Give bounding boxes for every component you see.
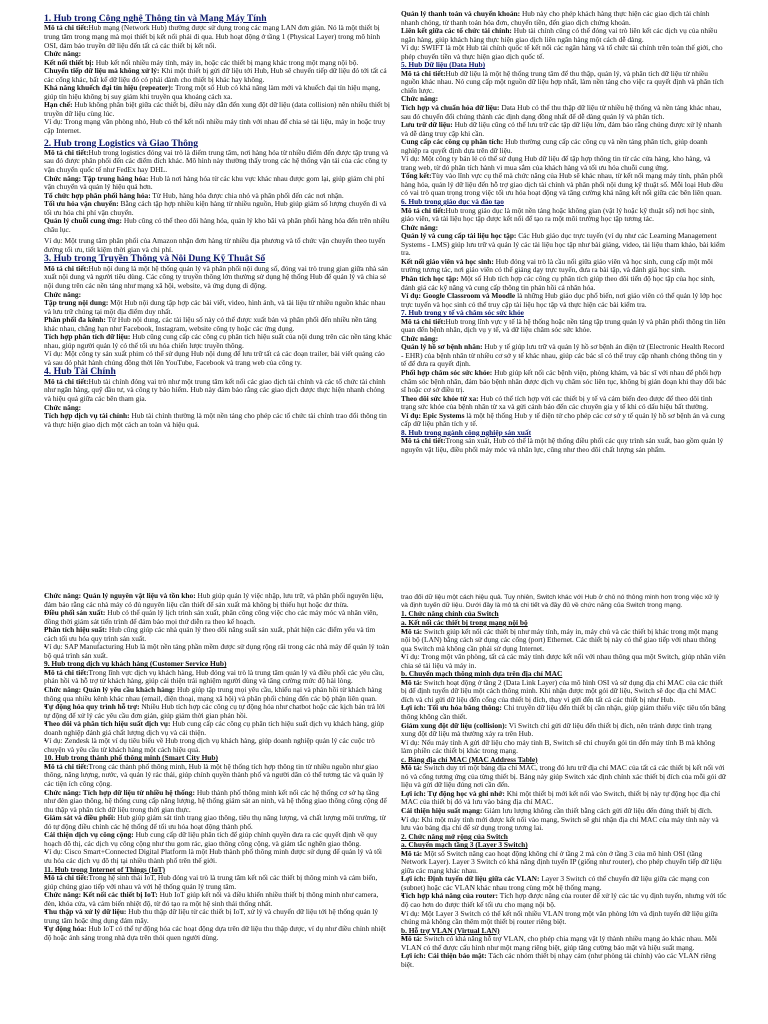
paragraph: Lưu trữ dữ liệu: Hub dữ liệu cũng có thể lưu trữ các tập dữ liệu lớn, đảm bảo rằng chúng được xử lý nhanh và dễ dàng truy cập khi cần. [401,120,722,138]
bullet-item: • Ví dụ: Cisco Smart+Connected Digital Platform là một Hub thành phố thông minh được sử dụng để quản lý và tối ưu hóa các dịch vụ đô thị tại nhiều thành phố trên thế giới. [44,848,390,865]
bullet-item: • Mô tả chi tiết:Trong các thành phố thông minh, Hub là một hệ thống tích hợp thông tin từ nhiều nguồn như giao thông, năng lượng, nước, và quản lý rác thải, giúp chính quyền thành phố và người dân có thể tương tác và quản lý các tiện ích công cộng. [44,763,390,789]
paragraph: Chuyển tiếp dữ liệu mà không xử lý: Khi một thiết bị gửi dữ liệu tới Hub, Hub sẽ chuyển tiếp dữ liệu đó tới tất cả các cổng khác, bất kể dữ liệu đó có phải dành cho thiết bị khác hay không. [44,66,387,84]
example-paragraph: Ví dụ: Google Classroom và Moodle là những Hub giáo dục phổ biến, nơi giáo viên có thể quản lý lớp học trực tuyến và học sinh có thể truy cập tài liệu học tập và thực hiện các bài kiểm tra. [401,291,723,309]
paragraph: Mô tả chi tiết:Hub mạng (Network Hub) thường được sử dụng trong các mạng LAN đơn giản. Nó là một thiết bị trung tâm trong mạng mà mọi thiết bị kết nối phải đi qua. Hub hoạt động ở tầng 1 (Physical Layer) trong mô hình OSI, đảm bảo truyền dữ liệu đến tất cả các thiết bị kết nối. [44,23,381,50]
section-heading-5: 5. Hub Dữ liệu (Data Hub) [401,60,486,70]
paragraph: Quản lý thanh toán và chuyển khoản: Hub này cho phép khách hàng thực hiện các giao dịch tài chính nhanh chóng, từ thanh toán hóa đơn, chuyển tiền, đến giao dịch chứng khoán. [401,10,710,27]
paragraph: Phối hợp chăm sóc sức khỏe: Hub giúp kết nối các bệnh viện, phòng khám, và bác sĩ với nhau để phối hợp chăm sóc bệnh nhân, đảm bảo bệnh nhân được dịch vụ chăm sóc liên tục, không bị gián đoạn khi thay đổi bác sĩ hoặc cơ sở điều trị. [401,367,727,395]
section-heading-6: 6. Hub trong giáo dục và đào tạo [401,197,504,207]
bullet-item: • Tự động hóa: Hub IoT có thể tự động hóa các hoạt động dựa trên dữ liệu thu thập được, ví dụ như điều chỉnh nhiệt độ hoặc ánh sáng trong nhà dựa trên thói quen người dùng. [44,925,390,942]
paragraph: Liên kết giữa các tổ chức tài chính: Hub tài chính cũng có thể đóng vai trò liên kết các dịch vụ của nhiều ngân hàng, giúp khách hàng thực hiện giao dịch liên ngân hàng một cách dễ dàng. [401,26,718,44]
function-label: Chức năng: [401,333,439,343]
bullet-item: • Phân tích hiệu suất: Hub cũng giúp các nhà quản lý theo dõi năng suất sản xuất, phát hiện các điểm yếu và tìm cách tối ưu hóa quy trình sản xuất. [44,626,390,643]
section-heading-11: 11. Hub trong Internet of Things (IoT) [44,864,166,874]
example-paragraph: Ví dụ: Một trung tâm phân phối của Amazon nhận đơn hàng từ nhiều địa phương và tổ chức vận chuyển theo tuyến đường tối ưu, tiết kiệm thời gian và chi phí. [44,236,386,254]
bullet-item: • Giám sát và điều phối: Hub giúp giám sát tình trạng giao thông, tiêu thụ năng lượng, và chất lượng môi trường, từ đó tự động điều chỉnh các hệ thống để tối ưu hóa hoạt động thành phố. [44,814,390,831]
document-page-1 [0,0,768,496]
subsection-heading: a. Chuyển mạch tầng 3 (Layer 3 Switch) [401,840,528,850]
bullet-item: • Lợi ích: Tự động học và ghi nhớ: Khi một thiết bị mới kết nối vào Switch, thiết bị này tự động học địa chỉ MAC của thiết bị đó và lưu vào bảng địa chỉ MAC. [401,790,727,807]
paragraph: Hạn chế: Hub không phân biệt giữa các thiết bị, điều này dẫn đến xung đột dữ liệu (data collision) nên nhiều thiết bị truyền dữ liệu cùng lúc. [44,100,390,118]
bullet-item: • Lợi ích: Cải thiện bảo mật: Tách các nhóm thiết bị nhạy cảm (như phòng tài chính) vào các VLAN riêng biệt. [401,952,727,969]
bullet-item: • Mô tả chi tiết:Trong hệ sinh thái IoT, Hub đóng vai trò là trung tâm kết nối các thiết bị thông minh và cảm biến, giúp chúng giao tiếp với nhau và với hệ thống quản lý trung tâm. [44,874,390,891]
paragraph: Mô tả chi tiết:Hub trong lĩnh vực y tế là hệ thống hoặc nền tảng tập trung quản lý và phân phối thông tin liên quan đến bệnh nhân, dịch vụ y tế, và dữ liệu chăm sóc sức khỏe. [401,316,726,335]
function-label: Chức năng: [44,289,82,299]
paragraph: Kết nối thiết bị: Hub kết nối nhiều máy tính, máy in, hoặc các thiết bị mạng khác trong một mạng nội bộ. [44,57,359,67]
bullet-item: • Ví dụ: Trong một văn phòng, tất cả các máy tính được kết nối với nhau thông qua một Switch, giúp nhân viên chia sẻ tài liệu và máy in. [401,653,727,670]
example-paragraph: Ví dụ: Một công ty sản xuất phim có thể sử dụng Hub nội dung để lưu trữ tất cả các đoạn trailer, bài viết quảng cáo và sau đó phát hành chúng đồng thời lên YouTube, Facebook và trang web của công ty. [44,349,385,367]
section-heading-switch-1: 1. Chức năng chính của Switch [401,609,499,619]
example-paragraph: Ví dụ: Một công ty bán lẻ có thể sử dụng Hub dữ liệu để tập hợp thông tin từ các cửa hàng, kho hàng, và trang web, từ đó phân tích hành vi mua sắm của khách hàng và tối ưu hóa chuỗi cung ứng. [401,154,711,172]
paragraph: Phân tích học tập: Một số Hub tích hợp các công cụ phân tích giúp theo dõi tiến độ học tập của học sinh, đánh giá các kỹ năng và cung cấp thông tin phản hồi cá nhân hóa. [401,273,715,292]
bullet-item: • Thu thập và xử lý dữ liệu: Hub thu thập dữ liệu từ các thiết bị IoT, xử lý và chuyển dữ liệu tới hệ thống quản lý trung tâm hoặc ứng dụng đám mây. [44,908,390,925]
paragraph: Tích hợp và chuẩn hóa dữ liệu: Data Hub có thể thu thập dữ liệu từ nhiều hệ thống và nền tảng khác nhau, sau đó chuyển đổi chúng thành các định dạng đồng nhất để dễ dàng quản lý và phân tích. [401,103,722,121]
section-heading-switch-2: 2. Chức năng mở rộng của Switch [401,831,508,841]
paragraph: Tổng kết:Tùy vào lĩnh vực cụ thể mà chức năng của Hub sẽ khác nhau, từ kết nối mạng máy tính, phân phối hàng hóa, quản lý dữ liệu đến hỗ trợ giao dịch tài chính và phân phối nội dung kỹ thuật số. Mỗi loại Hub đều có vai trò quan trọng trong việc tối ưu hóa hoạt động và tăng cường khả năng kết nối giữa các bên liên quan. [401,171,723,198]
paragraph: Mô tả chi tiết:Hub trong logistics đóng vai trò là điểm trung tâm, nơi hàng hóa từ nhiều điểm đến được tập trung và sau đó được phân phối đến các điểm đích khác. Mô hình này thường thấy trong các hệ thống vận tải của các công ty vận chuyển quốc tế như FedEx hay DHL. [44,147,389,175]
bullet-item: • Chức năng: Quản lý nguyên vật liệu và tồn kho: Hub giúp quản lý việc nhập, lưu trữ, và phân phối nguyên liệu, đảm bảo rằng các nhà máy có đủ nguyên liệu cần thiết để sản xuất mà không bị thiếu hụt hoặc dư thừa. [44,592,390,609]
bullet-item: • Chức năng: Quản lý yêu cầu khách hàng: Hub giúp tập trung mọi yêu cầu, khiếu nại và phản hồi từ khách hàng thông qua nhiều kênh khác nhau (email, điện thoại, mạng xã hội) và phân phối chúng đến các bộ phận liên quan. [44,686,390,703]
bullet-item: • Cải thiện dịch vụ công cộng: Hub cung cấp dữ liệu phân tích để giúp chính quyền đưa ra các quyết định về quy hoạch đô thị, các dịch vụ công cộng như thu gom rác, giao thông công cộng, và giảm tắc nghẽn giao thông. [44,831,390,848]
paragraph: Chức năng: Tập trung hàng hóa: Hub là nơi hàng hóa từ các khu vực khác nhau được gom lại, giúp giảm chi phí vận chuyển và quản lý hiệu quả hơn. [44,173,385,192]
subsection-heading: a. Kết nối các thiết bị trong mạng nội bộ [401,617,528,627]
page1-left-column [44,14,392,494]
bullet-item: • Giảm xung đột dữ liệu (collision): Vì Switch chỉ gửi dữ liệu đến thiết bị đích, nên tránh được tình trạng xung đột dữ liệu mà thường xảy ra trên Hub. [401,722,727,739]
section-heading-9: 9. Hub trong dịch vụ khách hàng (Customer Service Hub) [44,659,227,669]
page2-right-column [401,594,727,1024]
bullet-item: • Điều phối sản xuất: Hub có thể quản lý lịch trình sản xuất, phân công công việc cho các máy móc và nhân viên, đồng thời giám sát tiến trình để đảm bảo mọi thứ diễn ra theo kế hoạch. [44,609,390,626]
bullet-item: • Tích hợp khả năng của router: Tích hợp được năng của router để xử lý các tác vụ định tuyến, nhưng với tốc độ cao hơn do được thiết kế tối ưu cho mạng nội bộ. [401,892,727,909]
subsection-heading: b. Chuyển mạch thông minh dựa trên địa chỉ MAC [401,669,563,679]
page1-right-column [401,10,727,494]
paragraph: Tích hợp phân tích dữ liệu: Hub cũng cung cấp các công cụ phân tích hiệu suất của nội dung trên các nền tảng khác nhau, giúp người quản lý có thể tối ưu hóa chiến lược truyền thông. [44,332,392,350]
bullet-item: • Ví dụ: Zendesk là một ví dụ tiêu biểu về Hub trong dịch vụ khách hàng, giúp doanh nghiệp quản lý các cuộc trò chuyện và yêu cầu từ khách hàng một cách hiệu quả. [44,737,390,754]
paragraph: Theo dõi sức khỏe từ xa: Hub có thể tích hợp với các thiết bị y tế và cảm biến đeo được để theo dõi tình trạng sức khỏe của bệnh nhân từ xa và gửi cảnh báo đến các chuyên gia y tế khi có dấu hiệu bất thường. [401,393,713,412]
function-label: Chức năng: [44,402,82,412]
paragraph: Mô tả chi tiết:Hub trong giáo dục là một nền tảng hoặc không gian (vật lý hoặc kỹ thuật số) nơi học sinh, giáo viên, và tài liệu học tập được kết nối để tạo ra một môi trường học tập tương tác. [401,205,715,224]
section-heading-1: 1. Hub trong Công nghệ Thông tin và Mạng Máy Tính [44,14,267,24]
function-label: Chức năng: [401,94,439,104]
bullet-item: • Mô tả: Switch duy trì một bảng địa chỉ MAC, trong đó lưu trữ địa chỉ MAC của tất cả các thiết bị kết nối với nó và cổng tương ứng của từng thiết bị. Bảng này giúp Switch xác định chính xác thiết bị đích của mỗi gói dữ liệu và gửi dữ liệu đúng nơi cần đến. [401,764,727,790]
bullet-item: • Mô tả: Switch hoạt động ở tầng 2 (Data Link Layer) của mô hình OSI và sử dụng địa chỉ MAC của các thiết bị để định tuyến dữ liệu một cách thông minh. Khi nhận được một gói dữ liệu, Switch sẽ đọc địa chỉ MAC đích và chỉ gửi dữ liệu đến cổng của thiết bị đích, thay vì gửi đến tất cả các thiết bị như Hub. [401,679,727,705]
paragraph: Tập trung nội dung: Một Hub nội dung tập hợp các bài viết, video, hình ảnh, và tài liệu từ nhiều nguồn khác nhau và lưu trữ chúng tại một địa điểm duy nhất. [44,298,386,316]
document-page-2 [0,592,768,1024]
paragraph: Phân phối đa kênh: Từ Hub nội dung, các tài liệu số này có thể được xuất bản và phân phối đến nhiều nền tảng khác nhau, chẳng hạn như Facebook, Instagram, website công ty hoặc các ứng dụng. [44,315,377,333]
bullet-item: • Chức năng: Kết nối các thiết bị IoT: Hub IoT giúp kết nối và điều khiển nhiều thiết bị thông minh như camera, đèn, khóa cửa, và cảm biến nhiệt độ, từ đó tạo ra một hệ sinh thái thống nhất. [44,891,390,908]
paragraph: Quản lý hồ sơ bệnh nhân: Hub y tế giúp lưu trữ và quản lý hồ sơ bệnh án điện tử (Electronic Health Record - EHR) của bệnh nhân từ nhiều cơ sở y tế khác nhau, giúp các bác sĩ có thể truy cập nhanh chóng thông tin y tế để đưa ra quyết định. [401,342,725,369]
paragraph: Quản lý chuỗi cung ứng: Hub cũng có thể theo dõi hàng hóa, quản lý kho bãi và phân phối hàng hóa đến trên nhiều châu lục. [44,216,390,234]
section-heading-10: 10. Hub trong thành phố thông minh (Smart City Hub) [44,753,218,763]
bullet-item: • Mô tả: Switch giúp kết nối các thiết bị như máy tính, máy in, máy chủ và các thiết bị khác trong một mạng nội bộ (LAN) bằng cách sử dụng các cổng (port) Ethernet. Các thiết bị này có thể giao tiếp với nhau thông qua Switch mà không cần phải sử dụng Internet. [401,628,727,654]
paragraph: Tổ chức hợp phân phối hàng hóa: Từ Hub, hàng hóa được chia nhỏ và phân phối đến các nơi nhận. [44,190,344,200]
bullet-item: • Cải thiện hiệu suất mạng: Giảm lưu lượng không cần thiết bằng cách gửi dữ liệu đến đúng thiết bị đích. [401,807,727,816]
example-paragraph: Ví dụ: SWIFT là một Hub tài chính quốc tế kết nối các ngân hàng và tổ chức tài chính trên toàn thế giới, cho phép chuyển tiền và thực hiện giao dịch quốc tế. [401,43,723,61]
bullet-item: • Mô tả chi tiết:Trong lĩnh vực dịch vụ khách hàng, Hub đóng vai trò là trung tâm quản lý và điều phối các yêu cầu, phản hồi và hỗ trợ từ khách hàng, giúp cải thiện trải nghiệm người dùng và tăng cường mức độ hài lòng. [44,669,390,686]
bullet-item: • Lợi ích: Định tuyến dữ liệu giữa các VLAN: Layer 3 Switch có thể chuyển dữ liệu giữa các mạng con (subnet) hoặc các VLAN khác nhau trong cùng một hệ thống mạng. [401,875,727,892]
example-paragraph: Ví dụ: Epic Systems là một hệ thống Hub y tế điện tử cho phép các cơ sở y tế quản lý hồ sơ bệnh án và cung cấp dữ liệu phân tích y tế. [401,410,725,429]
paragraph: Tích hợp dịch vụ tài chính: Hub tài chính thường là một nền tảng cho phép các tổ chức tài chính trao đổi thông tin và thực hiện giao dịch một cách an toàn và hiệu quả. [44,411,387,429]
bullet-item: • Lợi ích: Tối ưu hóa băng thông: Chỉ truyền dữ liệu đến thiết bị cần nhận, giúp giảm thiểu việc tiêu tốn băng thông không cần thiết. [401,704,727,721]
paragraph: Mô tả chi tiết:Hub dữ liệu là một hệ thống trung tâm để thu thập, quản lý, và phân tích dữ liệu từ nhiều nguồn khác nhau. Nó cung cấp một nguồn dữ liệu hợp nhất, làm nền tảng cho việc ra quyết định và phân tích chiến lược. [401,68,724,95]
paragraph: Cung cấp các công cụ phân tích: Hub thường cung cấp các công cụ và nền tảng phân tích, giúp doanh nghiệp ra quyết định dựa trên dữ liệu. [401,137,708,155]
bullet-item: • Theo dõi và phân tích hiệu suất dịch vụ: Hub cung cấp các công cụ phân tích hiệu suất dịch vụ khách hàng, giúp doanh nghiệp đánh giá chất lượng dịch vụ và cải thiện. [44,720,390,737]
intro-paragraph: trao đổi dữ liệu một cách hiệu quả. Tuy nhiên, Switch khác với Hub ở chỗ nó thông minh hơn trong việc xử lý và định tuyến dữ liệu. Dưới đây là mô tả chi tiết và đầy đủ về chức năng của Switch trong mạng. [401,594,719,610]
subsection-heading: b. Hỗ trợ VLAN (Virtual LAN) [401,925,500,935]
bullet-item: • Chức năng: Tích hợp dữ liệu từ nhiều hệ thống: Hub thành phố thông minh kết nối các hệ thống cơ sở hạ tầng như đèn giao thông, hệ thống cung cấp năng lượng, hệ thống giám sát an ninh, và hệ thống giao thông công cộng để thu thập và phân tích dữ liệu trong thời gian thực. [44,789,390,815]
bullet-item: • Ví dụ: Một Layer 3 Switch có thể kết nối nhiều VLAN trong một văn phòng lớn và định tuyến dữ liệu giữa chúng mà không cần thêm một thiết bị router riêng biệt. [401,910,727,927]
bullet-item: • Tự động hóa quy trình hỗ trợ: Nhiều Hub tích hợp các công cụ tự động hóa như chatbot hoặc các kịch bản trả lời tự động để xử lý các yêu cầu đơn giản, giúp giảm thời gian phản hồi. [44,703,390,720]
bullet-item: • Ví dụ: SAP Manufacturing Hub là một nền tảng phần mềm được sử dụng rộng rãi trong các nhà máy để quản lý toàn bộ quá trình sản xuất. [44,643,390,660]
paragraph: Khả năng khuếch đại tín hiệu (repeater): Trong một số Hub có khả năng làm mới và khuếch đại tín hiệu mạng, giúp tín hiệu không bị suy giảm khi truyền qua khoảng cách xa. [44,83,381,101]
paragraph: Mô tả chi tiết:Trong sản xuất, Hub có thể là một hệ thống điều phối các quy trình sản xuất, bao gồm quản lý nguyên vật liệu, điều phối máy móc và nhân lực, cũng như theo dõi chất lượng sản phẩm. [401,436,724,454]
section-heading-2: 2. Hub trong Logistics và Giao Thông [44,137,198,149]
example-paragraph: Ví dụ: Trong mạng văn phòng nhỏ, Hub có thể kết nối nhiều máy tính với nhau để chia sẻ tài liệu, máy in hoặc truy cập Internet. [44,117,386,135]
paragraph: Tối ưu hóa vận chuyển: Bằng cách tập hợp nhiều kiện hàng từ nhiều nguồn, Hub giúp giảm số lượng chuyến đi và tối ưu hóa chi phí vận chuyển. [44,199,387,217]
paragraph: Kết nối giáo viên và học sinh: Hub đóng vai trò là cầu nối giữa giáo viên và học sinh, cung cấp một môi trường tương tác, nơi giáo viên có thể giảng dạy trực tuyến, đưa ra bài tập, và đánh giá học sinh. [401,256,713,275]
function-label: Chức năng: [44,49,82,59]
function-label: Chức năng: [401,222,439,232]
bullet-item: • Mô tả: Một số Switch nâng cao hoạt động không chỉ ở tầng 2 mà còn ở tầng 3 của mô hình OSI (tầng Network Layer). Layer 3 Switch có khả năng định tuyến IP (giống như router), cho phép chuyển tiếp dữ liệu giữa các mạng khác nhau. [401,850,727,876]
bullet-item: • Ví dụ: Nếu máy tính A gửi dữ liệu cho máy tính B, Switch sẽ chỉ chuyển gói tin đến máy tính B mà không làm phiền các thiết bị khác trong mạng. [401,739,727,756]
page2-left-column [44,592,390,1024]
paragraph: Quản lý và cung cấp tài liệu học tập: Các Hub giáo dục trực tuyến (ví dụ như các Learning Management Systems - LMS) giúp lưu trữ và quản lý các tài liệu học tập như bài giảng, video, tài liệu tham khảo, bài kiểm tra. [401,231,725,258]
subsection-heading: c. Bảng địa chỉ MAC (MAC Address Table) [401,754,538,764]
paragraph: Mô tả chi tiết:Hub nội dung là một hệ thống quản lý và phân phối nội dung số, đóng vai trò trung gian giữa nhà sản xuất nội dung và người tiêu dùng. Các công ty truyền thông lớn thường sử dụng hệ thống Hub để quản lý và chia sẻ nội dung trên các nền tảng như mạng xã hội, website, và ứng dụng di động. [44,263,388,290]
bullet-item: • Ví dụ: Khi một máy tính mới được kết nối vào mạng, Switch sẽ ghi nhận địa chỉ MAC của máy tính này và lưu vào bảng địa chỉ để sử dụng trong tương lai. [401,816,727,833]
page-gap [0,496,768,592]
section-heading-3: 3. Hub trong Truyền Thông và Nội Dung Kỹ Thuật Số [44,253,266,265]
section-heading-7: 7. Hub trong y tế và chăm sóc sức khỏe [401,308,524,318]
section-heading-8: 8. Hub trong ngành công nghiệp sản xuất [401,427,532,437]
bullet-item: • Mô tả: Switch có khả năng hỗ trợ VLAN, cho phép chia mạng vật lý thành nhiều mạng ảo khác nhau. Mỗi VLAN có thể được cấu hình như một mạng riêng biệt, giúp tăng cường bảo mật và hiệu suất mạng. [401,935,727,952]
section-heading-4: 4. Hub Tài Chính [44,366,116,378]
paragraph: Mô tả chi tiết:Hub tài chính đóng vai trò như một trung tâm kết nối các giao dịch tài chính và các tổ chức tài chính như ngân hàng, quỹ đầu tư, và công ty bảo hiểm. Hub này đảm bảo rằng các giao dịch được thực hiện nhanh chóng và hiệu quả giữa các bên tham gia. [44,376,386,403]
